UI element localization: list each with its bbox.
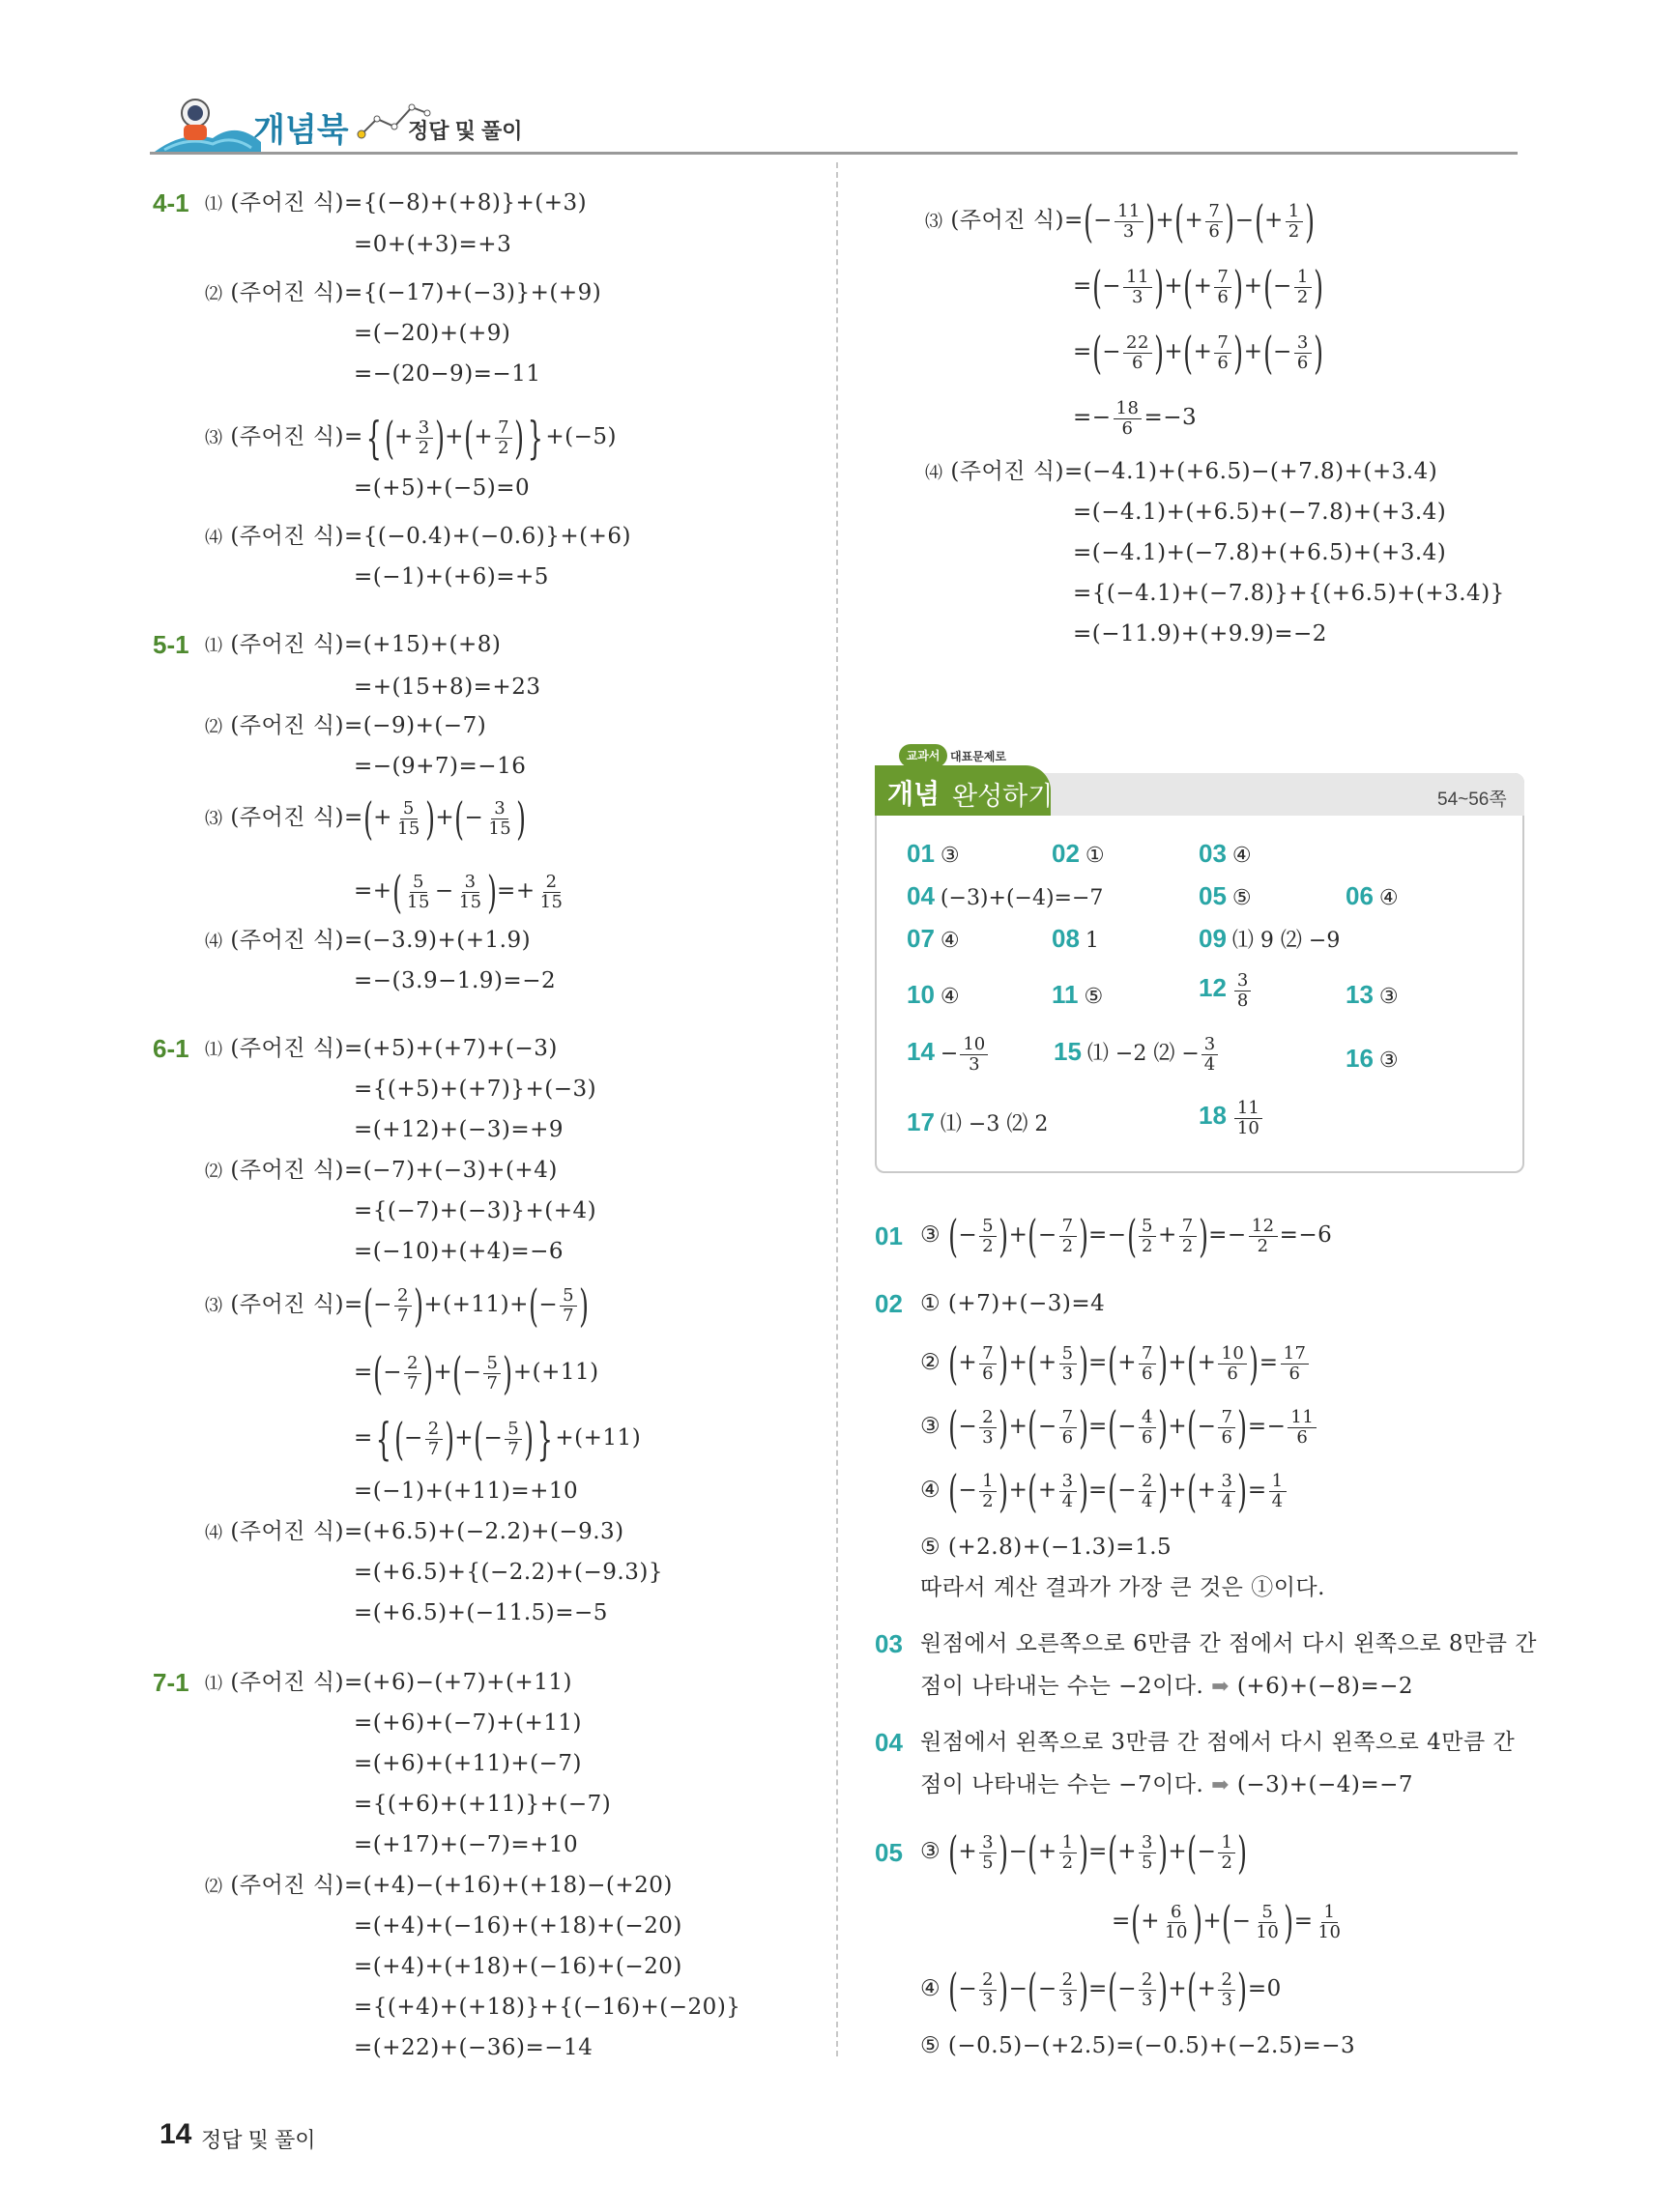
solution-line: =+(15+8)=+23 bbox=[354, 675, 541, 700]
solution-line: ⑴ (주어진 식)=(+15)+(+8) bbox=[205, 632, 502, 657]
problem-label: 4-1 bbox=[153, 188, 189, 217]
representative-badge: 대표문제로 bbox=[950, 750, 1006, 763]
page-header bbox=[145, 92, 1518, 156]
solution-line: =(−20)+(+9) bbox=[354, 321, 511, 346]
solution-line: ⑴ (주어진 식)=(+5)+(+7)+(−3) bbox=[205, 1036, 558, 1061]
solution-line: =(−10)+(+4)=−6 bbox=[354, 1239, 564, 1264]
solution-line: ⑤ (+2.8)+(−1.3)=1.5 bbox=[920, 1535, 1172, 1560]
solution-line: ⑴ (주어진 식)={(−8)+(+8)}+(+3) bbox=[205, 190, 588, 215]
right-arrow-icon: ➡ bbox=[1211, 1675, 1230, 1699]
solution-line: ② (+ $\frac{7}{6}$ )+(+ $\frac{5}{3}$ )=(+ $\frac{7}{6}$ )+(+ $\frac{10}{6}$ )= $\frac{17}{6}$ bbox=[920, 1341, 1311, 1384]
header-subtitle: 정답 및 풀이 bbox=[408, 119, 523, 143]
answer-item: 05 ⑤ bbox=[1199, 881, 1252, 910]
solution-line: ⑵ (주어진 식)={(−17)+(−3)}+(+9) bbox=[205, 280, 602, 305]
solution-line: =(−1)+(+11)=+10 bbox=[354, 1479, 579, 1504]
solution-line: ={(−7)+(−3)}+(+4) bbox=[354, 1198, 597, 1223]
solution-label: 04 bbox=[875, 1728, 903, 1757]
footer-label: 정답 및 풀이 bbox=[201, 2128, 316, 2152]
solution-line: 점이 나타내는 수는 −7이다. ➡ (−3)+(−4)=−7 bbox=[920, 1772, 1414, 1797]
answer-item: 06 ④ bbox=[1346, 881, 1399, 910]
solution-line: 원점에서 오른쪽으로 6만큼 간 점에서 다시 왼쪽으로 8만큼 간 bbox=[920, 1631, 1537, 1656]
problem-label: 7-1 bbox=[153, 1668, 189, 1697]
solution-line: =+( $\frac{5}{15}$ − $\frac{3}{15}$ )=+ $\frac{2}{15}$ bbox=[354, 866, 564, 918]
solution-line: ④ (− $\frac{1}{2}$ )+(+ $\frac{3}{4}$ )=(− $\frac{2}{4}$ )+(+ $\frac{3}{4}$ )= $\frac{1}{4}$ bbox=[920, 1469, 1288, 1511]
solution-line: ={(+6)+(+11)}+(−7) bbox=[354, 1792, 612, 1817]
solution-line: ⑵ (주어진 식)=(+4)−(+16)+(+18)−(+20) bbox=[205, 1873, 673, 1898]
book-title: 개념북 bbox=[253, 112, 349, 149]
solution-line: =(+17)+(−7)=+10 bbox=[354, 1832, 579, 1857]
solution-line: ={(− $\frac{2}{7}$ )+(− $\frac{5}{7}$ )} +(+11) bbox=[354, 1413, 642, 1465]
textbook-badge: 교과서 bbox=[899, 744, 947, 767]
solution-line: ① (+7)+(−3)=4 bbox=[920, 1291, 1106, 1316]
astronaut-mascot-icon bbox=[155, 92, 261, 154]
problem-label: 5-1 bbox=[153, 630, 189, 659]
solution-label: 02 bbox=[875, 1289, 903, 1318]
solution-line: ⑴ (주어진 식)=(+6)−(+7)+(+11) bbox=[205, 1670, 572, 1695]
right-arrow-icon: ➡ bbox=[1211, 1773, 1230, 1797]
answer-item: 09 ⑴ 9 ⑵ −9 bbox=[1199, 924, 1341, 953]
answer-item: 08 1 bbox=[1052, 924, 1099, 953]
answer-item: 17 ⑴ −3 ⑵ 2 bbox=[907, 1107, 1049, 1136]
solution-line: =(+6.5)+{(−2.2)+(−9.3)} bbox=[354, 1560, 663, 1585]
solution-line: =−(3.9−1.9)=−2 bbox=[354, 968, 557, 993]
solution-line: 따라서 계산 결과가 가장 큰 것은 ①이다. bbox=[920, 1575, 1325, 1600]
header-rule bbox=[150, 152, 1518, 155]
solution-line: =(+6)+(−7)+(+11) bbox=[354, 1710, 583, 1736]
column-divider bbox=[836, 162, 838, 2056]
answer-item: 04 (−3)+(−4)=−7 bbox=[907, 881, 1104, 910]
answer-item: 02 ① bbox=[1052, 839, 1105, 868]
problem-label: 6-1 bbox=[153, 1034, 189, 1063]
solution-line: ⑶ (주어진 식)=(− $\frac{11}{3}$ )+(+ $\frac{7}{6}$ )−(+ $\frac{1}{2}$ ) bbox=[925, 195, 1316, 247]
solution-line: ⑶ (주어진 식)={(+ $\frac{3}{2}$ )+(+ $\frac{7}{2}$ )} +(−5) bbox=[205, 412, 617, 464]
answer-item: 15 ⑴ −2 ⑵ − $\frac{3}{4}$ bbox=[1054, 1030, 1220, 1076]
solution-line: =(−4.1)+(+6.5)+(−7.8)+(+3.4) bbox=[1073, 500, 1447, 525]
solution-line: ⑷ (주어진 식)=(−3.9)+(+1.9) bbox=[205, 928, 532, 953]
tab-title-main: 개념 bbox=[887, 779, 941, 809]
answer-item: 07 ④ bbox=[907, 924, 960, 953]
solution-line: ={(−4.1)+(−7.8)}+{(+6.5)+(+3.4)} bbox=[1073, 581, 1505, 606]
answer-item: 14 − $\frac{10}{3}$ bbox=[907, 1030, 990, 1076]
solution-line: =(−11.9)+(+9.9)=−2 bbox=[1073, 621, 1327, 646]
solution-line: =(+5)+(−5)=0 bbox=[354, 475, 531, 501]
solution-line: ⑵ (주어진 식)=(−7)+(−3)+(+4) bbox=[205, 1158, 558, 1183]
solution-line: =−(9+7)=−16 bbox=[354, 754, 527, 779]
solution-line: =(− $\frac{11}{3}$ )+(+ $\frac{7}{6}$ )+(− $\frac{1}{2}$ ) bbox=[1073, 261, 1324, 313]
solution-line: ⑶ (주어진 식)=(− $\frac{2}{7}$ )+(+11)+(− $\frac{5}{7}$ ) bbox=[205, 1279, 590, 1332]
solution-line: =(+22)+(−36)=−14 bbox=[354, 2035, 593, 2060]
solution-line: =(+4)+(+18)+(−16)+(−20) bbox=[354, 1954, 682, 1979]
answer-item: 18 $\frac{11}{10}$ bbox=[1199, 1094, 1264, 1139]
solution-line: ③ (+ $\frac{3}{5}$ )−(+ $\frac{1}{2}$ )=(+ $\frac{3}{5}$ )+(− $\frac{1}{2}$ ) bbox=[920, 1826, 1248, 1879]
solution-line: =(+6.5)+(−11.5)=−5 bbox=[354, 1600, 608, 1625]
solution-line: =(+ $\frac{6}{10}$ )+(− $\frac{5}{10}$ )= $\frac{1}{10}$ bbox=[1112, 1896, 1342, 1948]
answer-item: 12 $\frac{3}{8}$ bbox=[1199, 966, 1253, 1012]
solution-line: ③ (− $\frac{5}{2}$ )+(− $\frac{7}{2}$ )=−( $\frac{5}{2}$ + $\frac{7}{2}$ )=− $\frac{12}{2}$ =−6 bbox=[920, 1210, 1333, 1262]
solution-line: ={(+4)+(+18)}+{(−16)+(−20)} bbox=[354, 1995, 741, 2020]
answer-item: 13 ③ bbox=[1346, 980, 1399, 1009]
solution-line: =(−4.1)+(−7.8)+(+6.5)+(+3.4) bbox=[1073, 540, 1447, 565]
solution-line: 점이 나타내는 수는 −2이다. ➡ (+6)+(−8)=−2 bbox=[920, 1674, 1414, 1699]
solution-line: ⑶ (주어진 식)=(+ $\frac{5}{15}$ )+(− $\frac{3}{15}$ ) bbox=[205, 792, 527, 845]
page-range: 54~56쪽 bbox=[1437, 790, 1507, 810]
page-number: 14 bbox=[159, 2118, 192, 2150]
solution-line: =− $\frac{18}{6}$ =−3 bbox=[1073, 397, 1198, 439]
solution-line: =(+12)+(−3)=+9 bbox=[354, 1117, 564, 1142]
solution-line: ⑷ (주어진 식)=(+6.5)+(−2.2)+(−9.3) bbox=[205, 1519, 624, 1544]
answer-item: 16 ③ bbox=[1346, 1044, 1399, 1073]
solution-line: =(−1)+(+6)=+5 bbox=[354, 564, 549, 589]
solution-line: =(− $\frac{2}{7}$ )+(− $\frac{5}{7}$ )+(+11) bbox=[354, 1347, 599, 1399]
solution-line: 원점에서 왼쪽으로 3만큼 간 점에서 다시 왼쪽으로 4만큼 간 bbox=[920, 1730, 1516, 1755]
answer-item: 01 ③ bbox=[907, 839, 960, 868]
solution-line: ⑷ (주어진 식)={(−0.4)+(−0.6)}+(+6) bbox=[205, 524, 631, 549]
solution-label: 05 bbox=[875, 1838, 903, 1867]
solution-line: =0+(+3)=+3 bbox=[354, 232, 512, 257]
solution-line: ③ (− $\frac{2}{3}$ )+(− $\frac{7}{6}$ )=(− $\frac{4}{6}$ )+(− $\frac{7}{6}$ )=− $\frac{11}{6}$ bbox=[920, 1405, 1318, 1448]
solution-line: ⑷ (주어진 식)=(−4.1)+(+6.5)−(+7.8)+(+3.4) bbox=[925, 459, 1438, 484]
solution-line: =(+6)+(+11)+(−7) bbox=[354, 1751, 583, 1776]
solution-label: 03 bbox=[875, 1629, 903, 1658]
solution-line: =−(20−9)=−11 bbox=[354, 361, 541, 387]
solution-line: ④ (− $\frac{2}{3}$ )−(− $\frac{2}{3}$ )=(− $\frac{2}{3}$ )+(+ $\frac{2}{3}$ )=0 bbox=[920, 1964, 1282, 2016]
answer-item: 03 ④ bbox=[1199, 839, 1252, 868]
solution-line: ⑵ (주어진 식)=(−9)+(−7) bbox=[205, 713, 487, 738]
solution-line: ={(+5)+(+7)}+(−3) bbox=[354, 1077, 597, 1102]
solution-line: ⑤ (−0.5)−(+2.5)=(−0.5)+(−2.5)=−3 bbox=[920, 2033, 1356, 2058]
solution-label: 01 bbox=[875, 1221, 903, 1250]
solution-line: =(+4)+(−16)+(+18)+(−20) bbox=[354, 1913, 682, 1939]
tab-title-sub: 완성하기 bbox=[952, 782, 1054, 811]
solution-line: =(− $\frac{22}{6}$ )+(+ $\frac{7}{6}$ )+(− $\frac{3}{6}$ ) bbox=[1073, 327, 1324, 379]
answer-item: 10 ④ bbox=[907, 980, 960, 1009]
answer-item: 11 ⑤ bbox=[1052, 980, 1104, 1009]
